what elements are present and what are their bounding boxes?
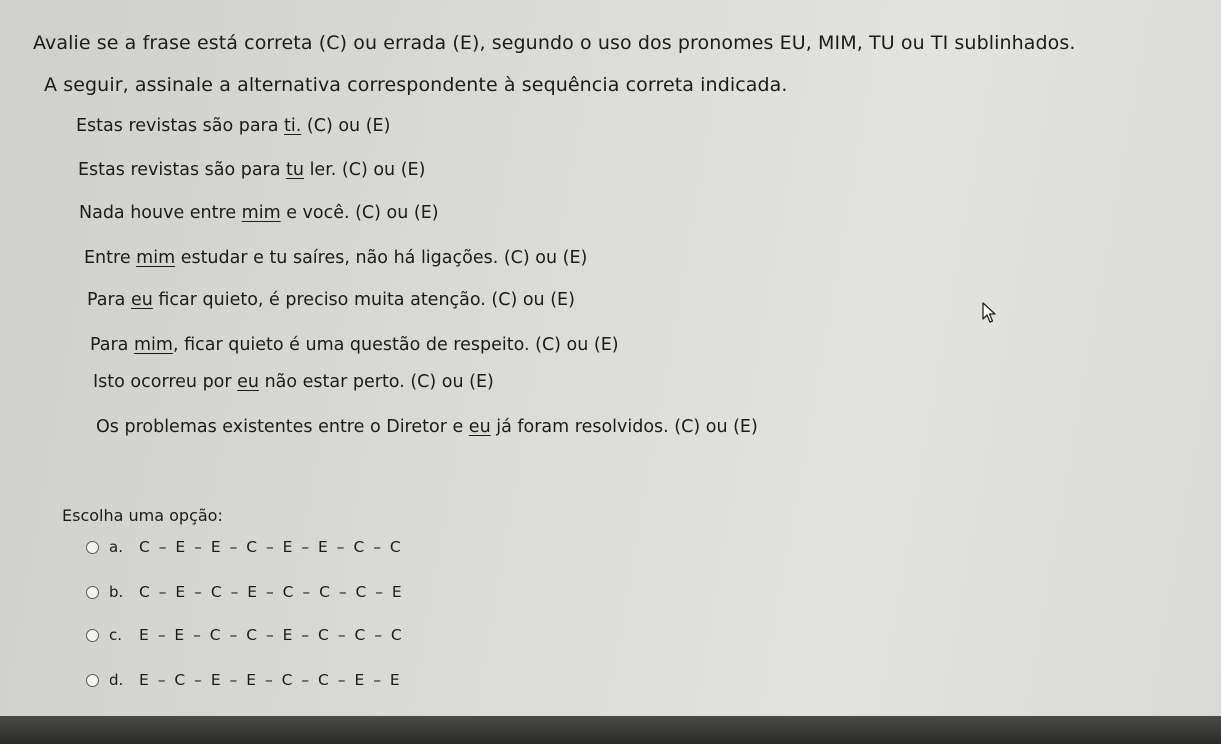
statement-text: Os problemas existentes entre o Diretor e (96, 417, 469, 437)
statement-text: Nada houve entre (79, 203, 242, 223)
statement-text: ficar quieto, é preciso muita atenção. (C) ou (E) (152, 290, 575, 310)
option-c[interactable] (86, 626, 404, 644)
statement-text: Entre (84, 248, 137, 268)
statement-text: e você. (C) ou (E) (280, 203, 439, 223)
underlined-pronoun: eu (468, 417, 491, 437)
option-a[interactable] (86, 538, 403, 556)
statement-text: estudar e tu saíres, não há ligações. (C) ou (E) (175, 248, 588, 268)
option-letter: b. (109, 583, 124, 601)
option-letter: d. (109, 671, 124, 689)
statement-text: (C) ou (E) (301, 116, 391, 136)
option-b[interactable] (86, 583, 404, 601)
statement-text: Estas revistas são para (78, 160, 287, 180)
radio-unchecked-icon[interactable] (86, 674, 99, 687)
choose-option-label: Escolha uma opção: (62, 506, 223, 525)
screen-bezel-edge (0, 716, 1221, 744)
statement-3 (79, 203, 439, 223)
radio-unchecked-icon[interactable] (86, 586, 99, 599)
instruction-line-1: Avalie se a frase está correta (C) ou errada (E), segundo o uso dos pronomes EU, MIM, TU ou TI sublinhados. (33, 32, 1076, 54)
option-sequence: E – E – C – C – E – C – C – C (139, 626, 404, 644)
statement-text: , ficar quieto é uma questão de respeito. (C) ou (E) (172, 335, 619, 355)
option-sequence: E – C – E – E – C – C – E – E (139, 671, 402, 689)
underlined-pronoun: mim (241, 203, 281, 223)
statement-1 (76, 116, 390, 136)
option-letter: c. (109, 626, 123, 644)
statement-6 (90, 335, 619, 355)
statement-7 (93, 372, 494, 392)
statement-text: Isto ocorreu por (93, 372, 238, 392)
underlined-pronoun: mim (136, 248, 176, 268)
radio-unchecked-icon[interactable] (86, 629, 99, 642)
option-d[interactable] (86, 671, 402, 689)
statement-text: ler. (C) ou (E) (304, 160, 426, 180)
option-sequence: C – E – C – E – C – C – C – E (139, 583, 404, 601)
statement-text: Para (87, 290, 131, 310)
statement-text: não estar perto. (C) ou (E) (259, 372, 494, 392)
instruction-line-2: A seguir, assinale a alternativa correspondente à sequência correta indicada. (44, 74, 788, 96)
statement-4 (84, 248, 587, 268)
underlined-pronoun: tu (286, 160, 304, 180)
statement-2 (78, 160, 425, 180)
statement-text: já foram resolvidos. (C) ou (E) (490, 417, 758, 437)
underlined-pronoun: ti. (284, 116, 302, 136)
radio-unchecked-icon[interactable] (86, 541, 99, 554)
statement-5 (87, 290, 575, 310)
option-letter: a. (109, 538, 123, 556)
statement-8 (96, 417, 758, 437)
statement-text: Para (90, 335, 134, 355)
underlined-pronoun: mim (133, 335, 173, 355)
option-sequence: C – E – E – C – E – E – C – C (139, 538, 403, 556)
mouse-pointer-icon (982, 302, 998, 328)
underlined-pronoun: eu (237, 372, 259, 392)
underlined-pronoun: eu (130, 290, 153, 310)
statement-text: Estas revistas são para (76, 116, 285, 136)
